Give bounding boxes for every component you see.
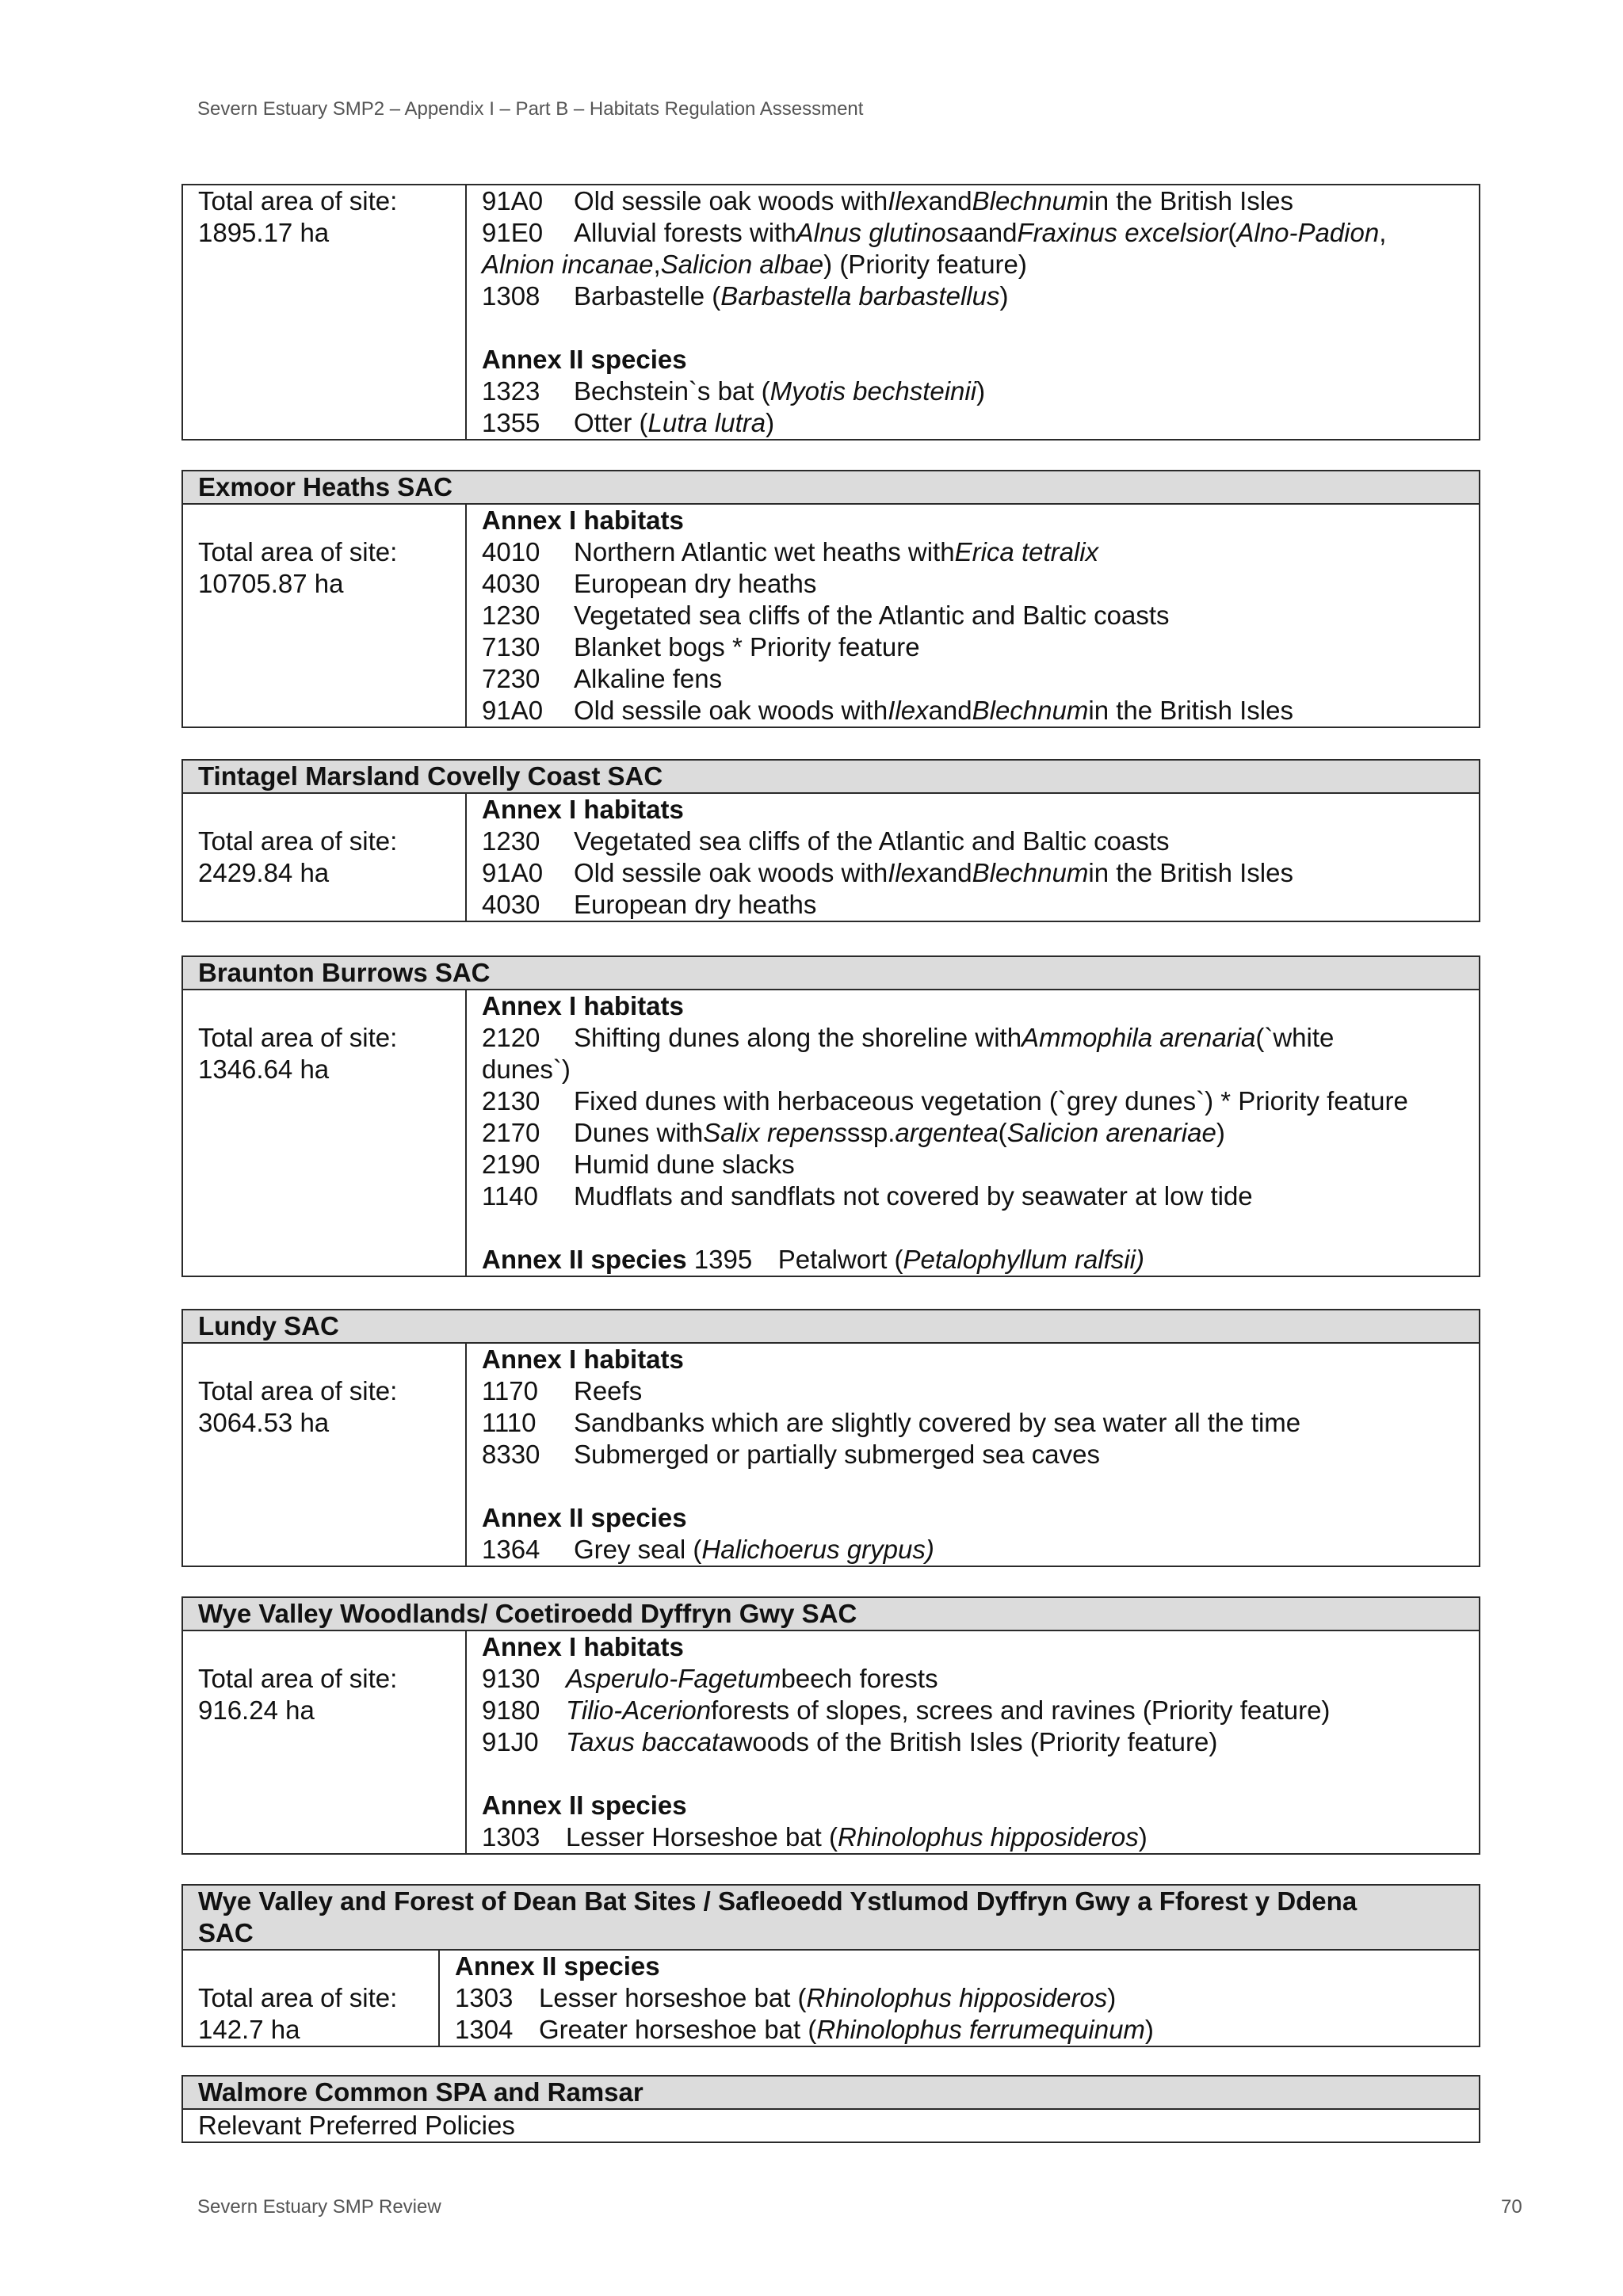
area-value: 916.24 ha <box>198 1695 315 1725</box>
feature-row: 1230 Vegetated sea cliffs of the Atlantic and Baltic coasts <box>482 601 1170 630</box>
area-value: 1346.64 ha <box>198 1055 330 1084</box>
page-header: Severn Estuary SMP2 – Appendix I – Part B – Habitats Regulation Assessment <box>197 98 864 120</box>
feature-row: 91A0 Old sessile oak woods with Ilex and Blechnum in the British Isles <box>482 858 1293 887</box>
features-cell <box>466 185 1480 440</box>
site-table-wye-valley-woodlands <box>181 1596 1480 1855</box>
site-area-cell <box>182 185 466 440</box>
site-table-wye-valley-bat-sites <box>181 1884 1480 2047</box>
feature-row: 7130 Blanket bogs * Priority feature <box>482 632 920 662</box>
area-label: Total area of site: <box>198 1376 398 1405</box>
area-value: 3064.53 ha <box>198 1408 330 1437</box>
area-label: Total area of site: <box>198 537 398 566</box>
site-title: Lundy SAC <box>182 1310 1480 1343</box>
annex-ii-heading: Annex II species <box>482 345 687 374</box>
feature-row: 91J0 Taxus baccata woods of the British Isles (Priority feature) <box>482 1727 1218 1756</box>
feature-row: 8330 Submerged or partially submerged sea caves <box>482 1440 1101 1469</box>
feature-row: 9180 Tilio-Acerion forests of slopes, screes and ravines (Priority feature) <box>482 1695 1331 1725</box>
site-title: Braunton Burrows SAC <box>182 956 1480 990</box>
area-label: Total area of site: <box>198 1983 398 2012</box>
feature-row-continued: dunes`) <box>482 1055 571 1084</box>
area-value: 1895.17 ha <box>198 218 330 247</box>
site-area-cell <box>182 1343 466 1566</box>
features-cell <box>466 990 1480 1276</box>
page-number: 70 <box>1501 2196 1522 2218</box>
feature-row: 1364 Grey seal ( Halichoerus grypus) <box>482 1535 934 1564</box>
feature-row: 1303 Lesser horseshoe bat ( Rhinolophus hipposideros ) <box>455 1983 1117 2012</box>
site-title <box>182 1885 1480 1950</box>
area-label: Total area of site: <box>198 186 398 215</box>
area-value: 142.7 ha <box>198 2015 300 2044</box>
feature-row: 4030 European dry heaths <box>482 890 817 919</box>
feature-row: 4030 European dry heaths <box>482 569 817 598</box>
feature-row: 4010 Northern Atlantic wet heaths with Erica tetralix <box>482 537 1099 566</box>
features-cell <box>466 1630 1480 1854</box>
site-table-tintagel <box>181 759 1480 922</box>
annex-i-heading: Annex I habitats <box>482 1344 684 1374</box>
site-table-exmoor-heaths <box>181 470 1480 728</box>
site-title: Wye Valley Woodlands/ Coetiroedd Dyffryn Gwy SAC <box>182 1597 1480 1630</box>
feature-row: 2190 Humid dune slacks <box>482 1150 795 1179</box>
feature-row: 1304 Greater horseshoe bat ( Rhinolophus ferrumequinum ) <box>455 2015 1154 2044</box>
area-label: Total area of site: <box>198 1023 398 1052</box>
area-label: Total area of site: <box>198 826 398 856</box>
feature-row-continued: Alnion incanae , Salicion albae ) (Priority feature) <box>482 250 1027 279</box>
site-area-cell <box>182 1950 439 2046</box>
site-title: Walmore Common SPA and Ramsar <box>182 2076 1480 2109</box>
area-value: 2429.84 ha <box>198 858 330 887</box>
relevant-policies: Relevant Preferred Policies <box>182 2109 1480 2142</box>
site-title: Tintagel Marsland Covelly Coast SAC <box>182 760 1480 793</box>
feature-row: 1170 Reefs <box>482 1376 643 1405</box>
feature-row: 2130 Fixed dunes with herbaceous vegetation (`grey dunes`) * Priority feature <box>482 1086 1408 1116</box>
features-cell <box>466 1343 1480 1566</box>
features-cell <box>466 504 1480 727</box>
feature-row: 1110 Sandbanks which are slightly covered by sea water all the time <box>482 1408 1301 1437</box>
site-title-line: SAC <box>198 1918 254 1947</box>
feature-row: 1355 Otter ( Lutra lutra ) <box>482 408 775 437</box>
feature-row: 1230 Vegetated sea cliffs of the Atlantic and Baltic coasts <box>482 826 1170 856</box>
site-table-braunton-burrows <box>181 955 1480 1277</box>
feature-row: 91E0 Alluvial forests with Alnus glutinosa and Fraxinus excelsior ( Alno-Padion , <box>482 218 1387 247</box>
feature-row: 1303 Lesser Horseshoe bat ( Rhinolophus hipposideros ) <box>482 1822 1148 1852</box>
annex-ii-heading: Annex II species <box>482 1503 687 1532</box>
features-cell <box>439 1950 1480 2046</box>
annex-i-heading: Annex I habitats <box>482 1632 684 1661</box>
annex-ii-row: Annex II species 1395 Petalwort ( Petalophyllum ralfsii) <box>482 1245 1144 1274</box>
feature-row: 1140 Mudflats and sandflats not covered by seawater at low tide <box>482 1181 1253 1211</box>
area-label: Total area of site: <box>198 1664 398 1693</box>
site-table-continued <box>181 184 1480 441</box>
annex-ii-heading: Annex II species <box>455 1951 660 1981</box>
feature-row: 91A0 Old sessile oak woods with Ilex and Blechnum in the British Isles <box>482 696 1293 725</box>
feature-row: 91A0 Old sessile oak woods with Ilex and Blechnum in the British Isles <box>482 186 1293 215</box>
site-area-cell <box>182 793 466 921</box>
site-title: Exmoor Heaths SAC <box>182 471 1480 504</box>
annex-i-heading: Annex I habitats <box>482 991 684 1020</box>
feature-row: 7230 Alkaline fens <box>482 664 723 693</box>
annex-i-heading: Annex I habitats <box>482 795 684 824</box>
feature-row: 1323 Bechstein`s bat ( Myotis bechsteinii ) <box>482 376 986 406</box>
feature-row: 2170 Dunes with Salix repens ssp. argentea ( Salicion arenariae ) <box>482 1118 1225 1147</box>
feature-row: 1308 Barbastelle ( Barbastella barbastellus ) <box>482 281 1009 311</box>
site-area-cell <box>182 990 466 1276</box>
features-cell <box>466 793 1480 921</box>
site-area-cell <box>182 1630 466 1854</box>
site-title-line: Wye Valley and Forest of Dean Bat Sites / Safleoedd Ystlumod Dyffryn Gwy a Fforest y Ddena <box>198 1886 1358 1916</box>
annex-ii-heading: Annex II species <box>482 1791 687 1820</box>
annex-ii-heading: Annex II species <box>482 1245 687 1274</box>
annex-i-heading: Annex I habitats <box>482 505 684 535</box>
footer-title: Severn Estuary SMP Review <box>197 2196 441 2218</box>
site-area-cell <box>182 504 466 727</box>
site-table-lundy <box>181 1309 1480 1567</box>
site-table-walmore-common <box>181 2075 1480 2143</box>
feature-row: 2120 Shifting dunes along the shoreline with Ammophila arenaria (`white <box>482 1023 1335 1052</box>
feature-row: 9130 Asperulo-Fagetum beech forests <box>482 1664 938 1693</box>
area-value: 10705.87 ha <box>198 569 344 598</box>
